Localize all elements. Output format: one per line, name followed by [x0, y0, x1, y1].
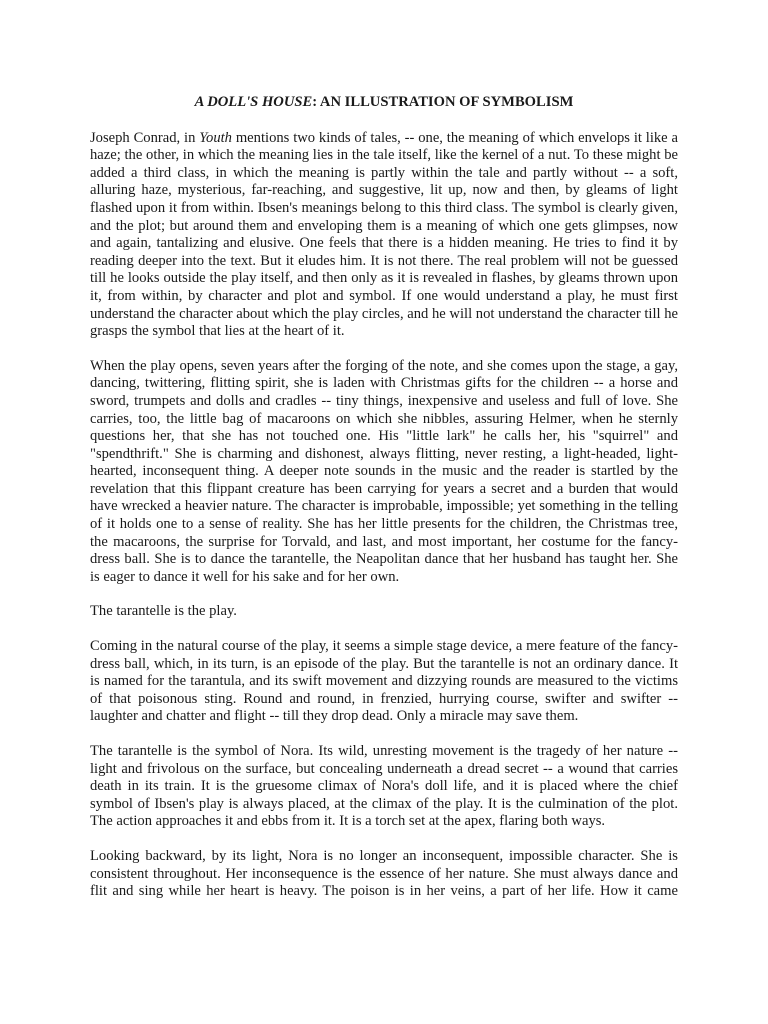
paragraph-1 — [90, 130, 678, 341]
paragraph-1-italic: Youth — [199, 129, 232, 146]
title-rest: : AN ILLUSTRATION OF SYMBOLISM — [312, 94, 574, 110]
title-italic: A DOLL'S HOUSE — [194, 94, 313, 110]
paragraph-2: When the play opens, seven years after the forging of the note, and she comes upon the stage, a gay, dancing, twittering, flitting spirit, she is laden with Christmas gifts for the children -- a horse and sword, trumpets and dolls and cradles -- tiny things, inexpensive and useless and full of love. She carries, too, the little bag of macaroons on which she nibbles, assuring Helmer, when he sternly questions her, that she has not touched one. His "little lark" he calls her, his "squirrel" and "spendthrift." She is charming and dishonest, always flitting, never resting, a light-headed, light-hearted, inconsequent thing. A deeper note sounds in the music and the reader is startled by the revelation that this flippant creature has been carrying for years a secret and a burden that would have wrecked a heavier nature. The character is improbable, impossible; yet something in the telling of it holds one to a sense of reality. She has her little presents for the children, the Christmas tree, the macaroons, the surprise for Torvald, and last, and most important, her costume for the fancy-dress ball. She is to dance the tarantelle, the Neapolitan dance that her husband has taught her. She is eager to dance it well for his sake and for her own. — [90, 357, 678, 585]
paragraph-1-before: Joseph Conrad, in — [90, 129, 200, 146]
paragraph-3: The tarantelle is the play. — [90, 603, 237, 620]
paragraph-5: The tarantelle is the symbol of Nora. Its wild, unresting movement is the tragedy of her nature -- light and frivolous on the surface, but concealing underneath a dread secret -- a wound that carries death in its train. It is the gruesome climax of Nora's doll life, and it is placed where the chief symbol of Ibsen's play is always placed, at the climax of the play. It is the culmination of the plot. The action approaches it and ebbs from it. It is a torch set at the apex, flaring both ways. — [90, 743, 678, 830]
document-title — [90, 94, 678, 112]
paragraph-6: Looking backward, by its light, Nora is no longer an inconsequent, impossible character. She is consistent throughout. Her inconsequence is the essence of her nature. She must always dance and flit and sing while her heart is heavy. The poison is in her veins, a part of her life. How it came — [90, 847, 678, 900]
paragraph-1-after: mentions two kinds of tales, -- one, the meaning of which envelops it like a haze; the other, in which the meaning lies in the tale itself, like the kernel of a nut. To these might be added a third class, in which the meaning is partly within the tale and partly without -- a soft, alluring haze, mysterious, far-reaching, and suggestive, lit up, now and then, by gleams of light flashed upon it from within. Ibsen's meanings belong to this third class. The symbol is clearly given, and the plot; but around them and enveloping them is a meaning of which one gets glimpses, now and again, tantalizing and elusive. One feels that there is a hidden meaning. He tries to find it by reading deeper into the text. But it eludes him. It is not there. The real problem will not be guessed till he looks outside the play itself, and then only as it is revealed in flashes, by gleams thrown upon it, from within, by character and plot and symbol. If one would understand a play, he must first understand the character about which the play circles, and he will not understand the character till he grasps the symbol that lies at the heart of it. — [90, 129, 678, 340]
document-page — [90, 94, 678, 918]
paragraph-4: Coming in the natural course of the play, it seems a simple stage device, a mere feature of the fancy-dress ball, which, in its turn, is an episode of the play. But the tarantelle is not an ordinary dance. It is named for the tarantula, and its swift movement and dizzying rounds are measured to the victims of that poisonous sting. Round and round, in frenzied, hurrying course, swifter and swifter -- laughter and chatter and flight -- till they drop dead. Only a miracle may save them. — [90, 638, 678, 725]
